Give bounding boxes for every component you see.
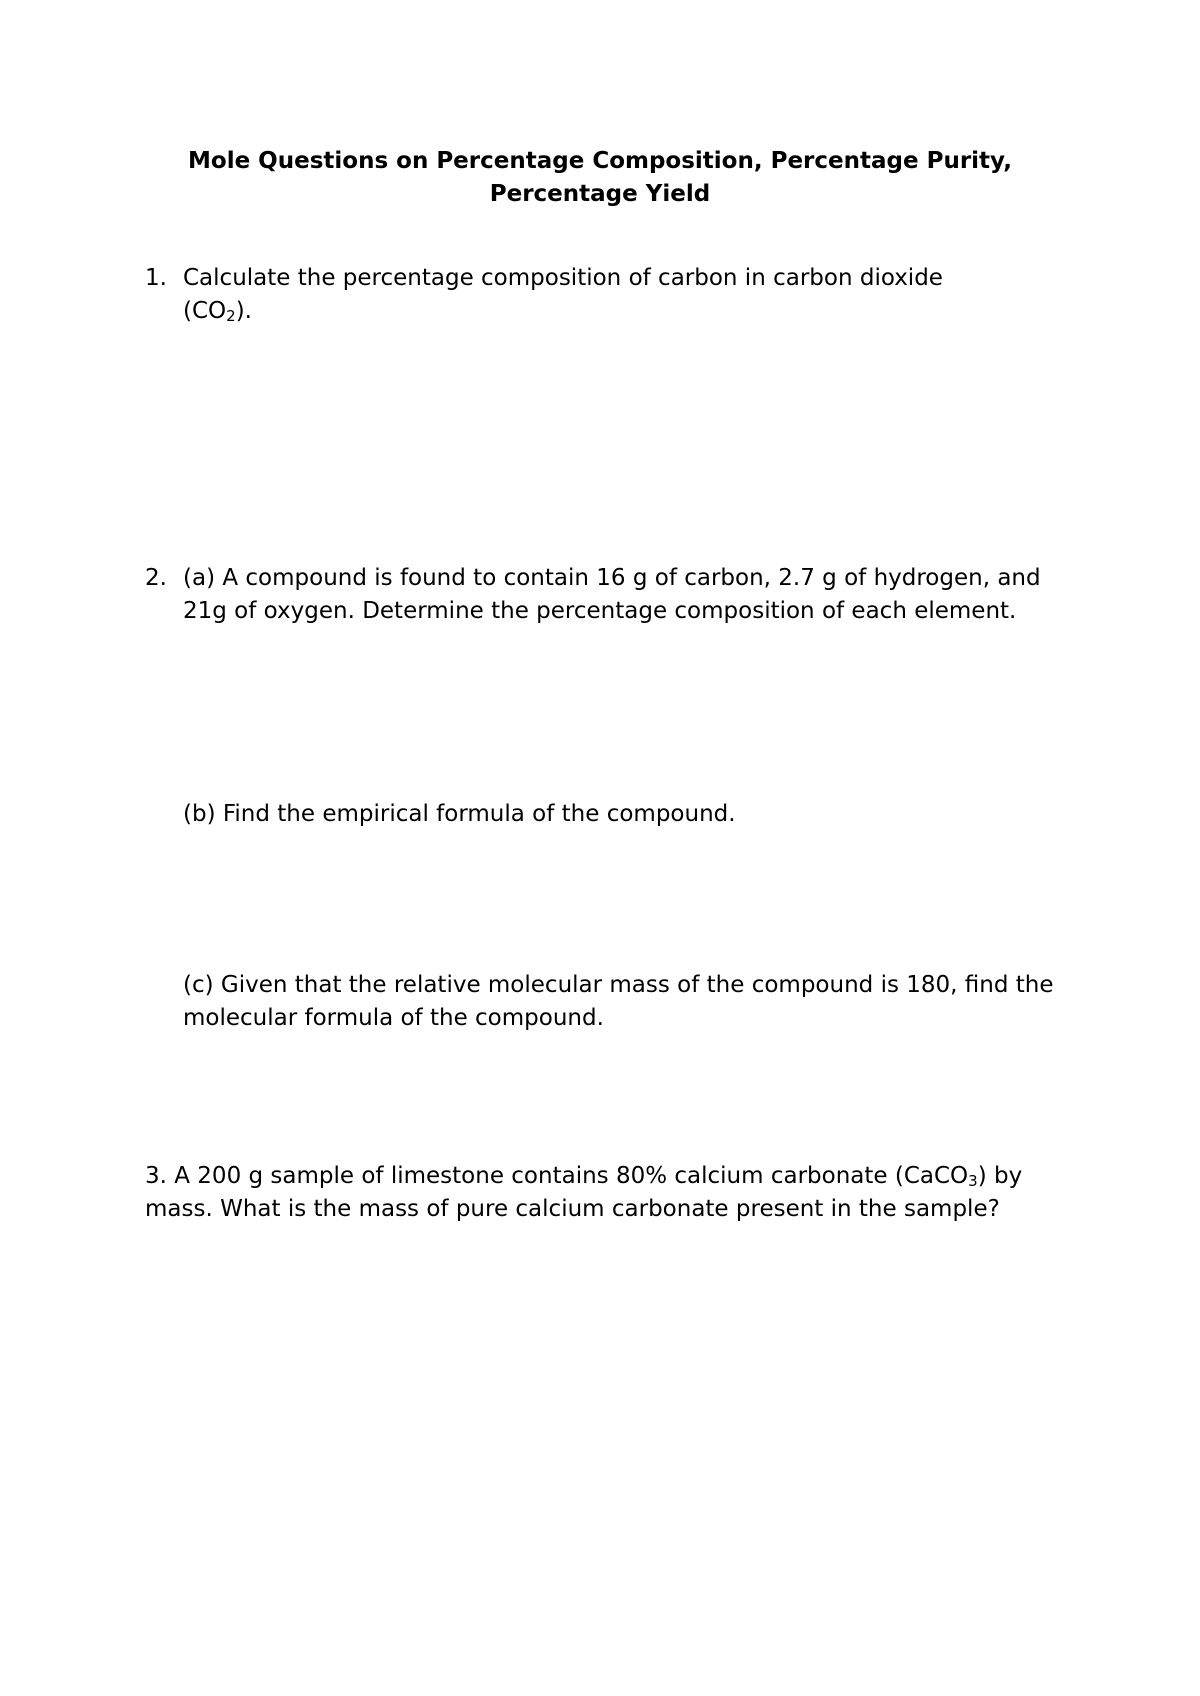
question-2-part-c: (c) Given that the relative molecular mass of the compound is 180, find the molecular formula of the compound. <box>183 972 1061 1031</box>
question-2-part-a: (a) A compound is found to contain 16 g of carbon, 2.7 g of hydrogen, and 21g of oxygen. Determine the percentage composition of each element. <box>183 565 1048 624</box>
question-3-text <box>145 1160 1050 1226</box>
question-2-number: 2. <box>145 565 167 591</box>
question-3-formula-subscript: 3 <box>968 1172 978 1190</box>
page-title-line-1: Mole Questions on Percentage Composition, Percentage Purity, <box>188 148 1012 174</box>
question-1-text <box>183 262 1063 328</box>
question-2-part-b: (b) Find the empirical formula of the compound. <box>183 801 736 827</box>
question-1-formula-open: (CO <box>183 298 227 324</box>
page-title-line-2: Percentage Yield <box>489 181 711 207</box>
question-1-formula-close: ). <box>235 298 252 324</box>
question-3-text-after: ) by mass. What is the mass of pure calcium carbonate present in the sample? <box>145 1163 1030 1222</box>
question-3-text-before: 3. A 200 g sample of limestone contains 80% calcium carbonate (CaCO <box>145 1163 969 1189</box>
question-1-text-main: Calculate the percentage composition of carbon in carbon dioxide <box>183 265 943 291</box>
question-1-number: 1. <box>145 265 167 291</box>
question-1-formula-subscript: 2 <box>226 307 236 325</box>
